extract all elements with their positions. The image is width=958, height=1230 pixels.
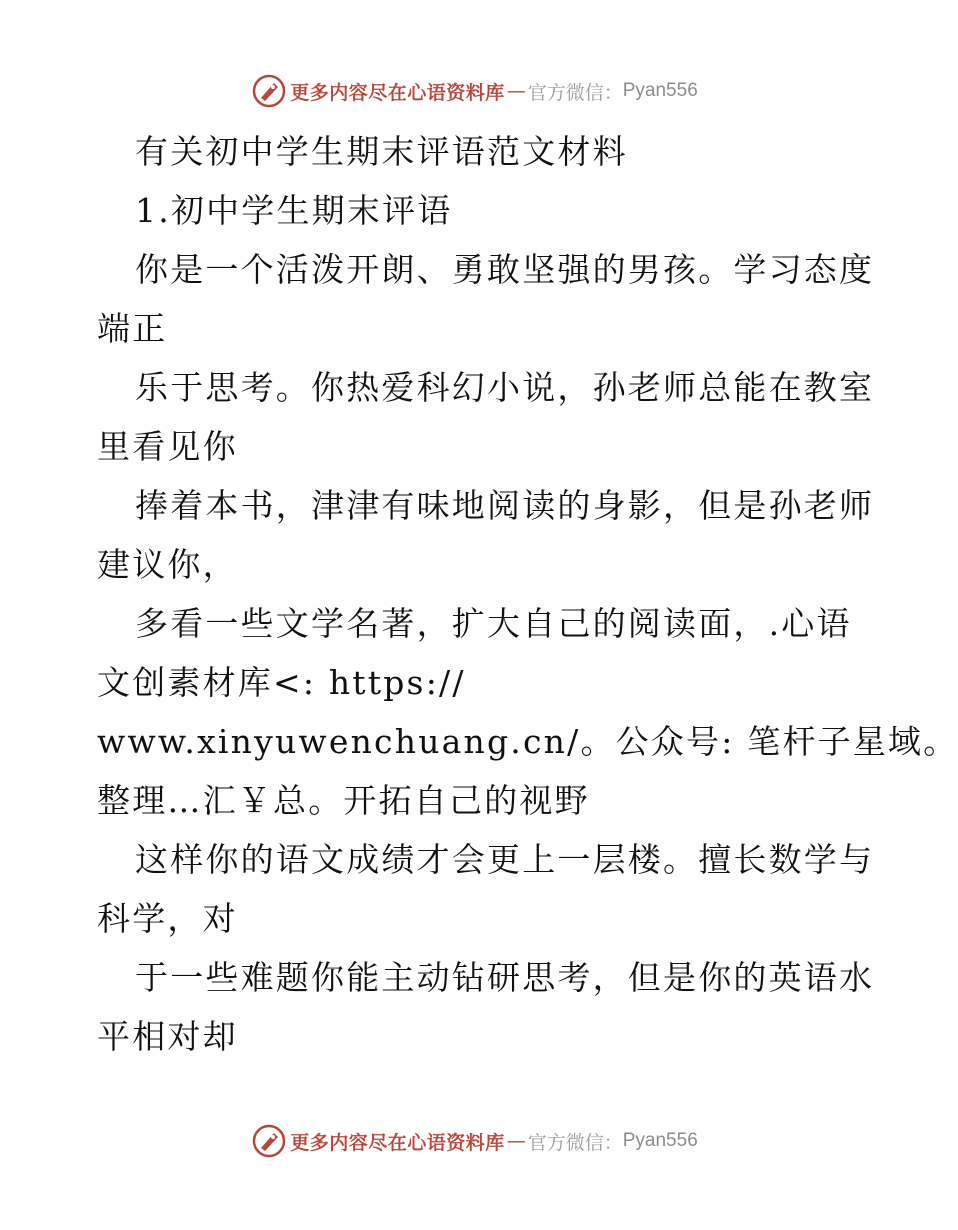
text-line: 端正 [97, 309, 168, 348]
text-line: 有关初中学生期末评语范文材料 [135, 132, 628, 171]
footer-wechat-label: 官方微信： [527, 1131, 623, 1154]
text-line: 文创素材库<: https:// [97, 663, 466, 702]
header-wechat-label: 官方微信： [527, 81, 623, 104]
text-line: 乐于思考。你热爱科幻小说，孙老师总能在教室 [135, 368, 875, 407]
text-line: 捧着本书，津津有味地阅读的身影，但是孙老师 [135, 486, 875, 525]
text-line: 这样你的语文成绩才会更上一层楼。擅长数学与 [135, 840, 875, 879]
header-wechat-id: Pyan556 [622, 80, 698, 101]
text-line: 科学，对 [97, 899, 238, 938]
pen-nib-icon [252, 74, 286, 108]
text-line: 于一些难题你能主动钻研思考，但是你的英语水 [135, 958, 875, 997]
text-line: 多看一些文学名著，扩大自己的阅读面，.心语 [135, 604, 852, 643]
document-body [97, 122, 958, 1066]
text-line: 1.初中学生期末评语 [135, 191, 453, 230]
footer-dash: — [506, 1130, 526, 1152]
text-line: 里看见你 [97, 427, 238, 466]
footer-site-text: 更多内容尽在心语资料库 [290, 1131, 505, 1154]
header-site-text: 更多内容尽在心语资料库 [290, 81, 505, 104]
text-line: 平相对却 [97, 1017, 238, 1056]
text-line: 你是一个活泼开朗、勇敢坚强的男孩。学习态度 [135, 250, 875, 289]
header-dash: — [506, 80, 526, 102]
footer-wechat-id: Pyan556 [622, 1130, 698, 1151]
page-footer-watermark [0, 1121, 950, 1161]
text-line: www.xinyuwenchuang.cn/。公众号: 笔杆子星域。 [97, 722, 958, 761]
text-line: 整理…汇￥总。开拓自己的视野 [97, 781, 590, 820]
text-line: 建议你， [97, 545, 238, 584]
pen-nib-icon [252, 1124, 286, 1158]
page-header-watermark [0, 71, 950, 111]
